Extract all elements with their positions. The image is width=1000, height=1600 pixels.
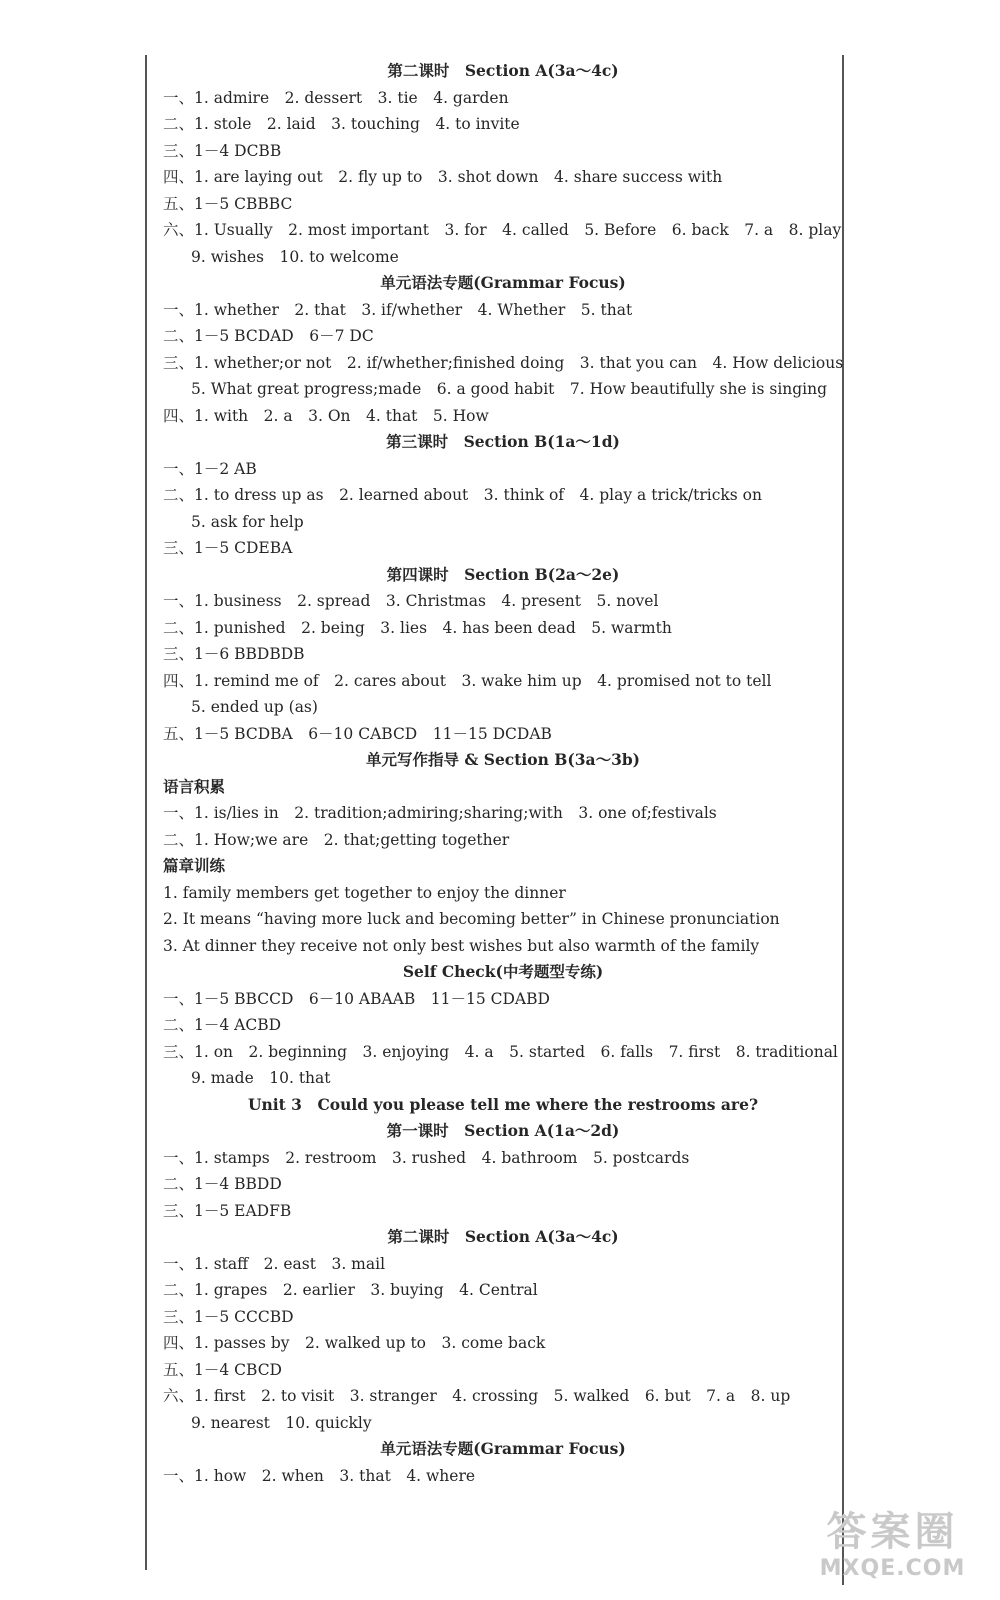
- watermark-title: 答案圈: [826, 1509, 959, 1555]
- answer-line: 四、1. are laying out 2. fly up to 3. shot down 4. share success with: [163, 168, 723, 186]
- answer-line: 五、1－5 BCDBA 6－10 CABCD 11－15 DCDAB: [163, 724, 552, 743]
- answer-line: 三、1－4 DCBB: [163, 141, 282, 160]
- answer-line-continued: 9. wishes 10. to welcome: [191, 247, 399, 266]
- answer-line: 一、1－2 AB: [163, 459, 257, 478]
- answer-line: 六、1. first 2. to visit 3. stranger 4. crossing 5. walked 6. but 7. a 8. up: [163, 1387, 791, 1405]
- answer-line: 四、1. remind me of 2. cares about 3. wake him up 4. promised not to tell: [163, 671, 772, 690]
- answer-line: 三、1. whether;or not 2. if/whether;finished doing 3. that you can 4. How delicious: [163, 353, 844, 372]
- answer-line: 五、1－5 CBBBC: [163, 194, 293, 213]
- answer-line: 二、1. punished 2. being 3. lies 4. has been dead 5. warmth: [163, 618, 672, 637]
- answer-line: 二、1－5 BCDAD 6－7 DC: [163, 327, 374, 345]
- answer-line: 二、1. grapes 2. earlier 3. buying 4. Central: [163, 1281, 538, 1299]
- answer-line: 二、1－4 ACBD: [163, 1016, 282, 1034]
- answer-line: 一、1. how 2. when 3. that 4. where: [163, 1466, 476, 1485]
- answer-line: 二、1. How;we are 2. that;getting together: [163, 830, 510, 849]
- section-heading: 第三课时 Section B(1a～1d): [386, 432, 620, 451]
- answer-line-continued: 9. made 10. that: [191, 1069, 331, 1087]
- section-heading: 第二课时 Section A(3a～4c): [387, 61, 619, 80]
- answer-line: 一、1. stamps 2. restroom 3. rushed 4. bathroom 5. postcards: [163, 1148, 690, 1167]
- answer-line: 一、1. is/lies in 2. tradition;admiring;sharing;with 3. one of;festivals: [163, 804, 717, 822]
- unit-title: Unit 3 Could you please tell me where the restrooms are?: [247, 1094, 759, 1114]
- answer-line: 四、1. passes by 2. walked up to 3. come back: [163, 1334, 546, 1352]
- answer-line: 二、1. stole 2. laid 3. touching 4. to invite: [163, 115, 520, 133]
- answer-line: 三、1－5 CCCBD: [163, 1307, 294, 1326]
- answer-line: 1. family members get together to enjoy the dinner: [163, 883, 566, 902]
- answer-line: 三、1. on 2. beginning 3. enjoying 4. a 5. started 6. falls 7. first 8. traditional: [163, 1042, 838, 1061]
- left-margin-rule: [145, 55, 147, 1570]
- answer-line: 一、1. whether 2. that 3. if/whether 4. Whether 5. that: [163, 300, 633, 319]
- watermark-url: MXQE.COM: [819, 1556, 966, 1581]
- answer-line-continued: 9. nearest 10. quickly: [191, 1413, 372, 1432]
- answer-line: 一、1. admire 2. dessert 3. tie 4. garden: [163, 88, 509, 107]
- answer-line-continued: 5. ask for help: [191, 512, 304, 531]
- answer-line: 一、1. staff 2. east 3. mail: [163, 1254, 386, 1273]
- section-heading: 第二课时 Section A(3a～4c): [387, 1227, 619, 1246]
- answer-line: 一、1. business 2. spread 3. Christmas 4. present 5. novel: [163, 592, 659, 610]
- answer-line: 2. It means “having more luck and becoming better” in Chinese pronunciation: [163, 910, 780, 928]
- answer-line: 四、1. with 2. a 3. On 4. that 5. How: [163, 406, 489, 425]
- section-heading: 单元写作指导 & Section B(3a～3b): [365, 750, 641, 769]
- answer-line: 三、1－5 CDEBA: [163, 539, 293, 557]
- section-heading: Self Check(中考题型专练): [402, 962, 604, 981]
- answer-line: 五、1－4 CBCD: [163, 1360, 282, 1379]
- answer-line: 三、1－5 EADFB: [163, 1201, 292, 1220]
- answer-line: 二、1. to dress up as 2. learned about 3. think of 4. play a trick/tricks on: [163, 486, 762, 504]
- section-heading: 第一课时 Section A(1a～2d): [386, 1121, 620, 1140]
- answer-line-continued: 5. What great progress;made 6. a good habit 7. How beautifully she is singing: [191, 380, 828, 398]
- answer-line: 六、1. Usually 2. most important 3. for 4. called 5. Before 6. back 7. a 8. play: [163, 221, 842, 239]
- answer-line: 三、1－6 BBDBDB: [163, 645, 305, 663]
- answer-line: 二、1－4 BBDD: [163, 1175, 282, 1193]
- subsection-heading: 篇章训练: [163, 856, 226, 875]
- subsection-heading: 语言积累: [163, 776, 226, 796]
- answer-line: 一、1－5 BBCCD 6－10 ABAAB 11－15 CDABD: [163, 989, 550, 1008]
- section-heading: 单元语法专题(Grammar Focus): [380, 1439, 626, 1458]
- answer-line: 3. At dinner they receive not only best wishes but also warmth of the family: [163, 936, 760, 955]
- answer-line-continued: 5. ended up (as): [191, 698, 318, 716]
- watermark-logo: [805, 1508, 980, 1590]
- section-heading: 单元语法专题(Grammar Focus): [380, 273, 626, 292]
- section-heading: 第四课时 Section B(2a～2e): [386, 564, 620, 584]
- answer-content: [163, 58, 843, 1489]
